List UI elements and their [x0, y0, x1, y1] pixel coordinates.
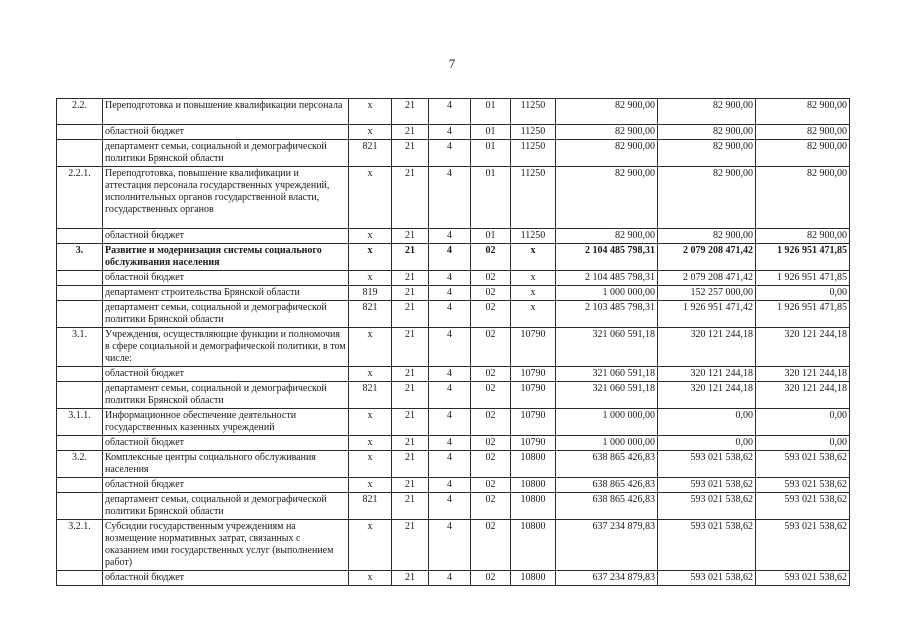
activity-code: 02	[471, 382, 511, 409]
amount-year-2: 320 121 244,18	[658, 328, 756, 367]
amount-year-3: 320 121 244,18	[756, 382, 850, 409]
table-row	[57, 271, 850, 286]
direction-code: х	[511, 271, 556, 286]
direction-code: 10800	[511, 520, 556, 571]
program-code: 21	[392, 478, 429, 493]
direction-code: 10790	[511, 328, 556, 367]
amount-year-1: 2 104 485 798,31	[556, 244, 658, 271]
admin-code: х	[349, 451, 392, 478]
amount-year-2: 82 900,00	[658, 99, 756, 125]
amount-year-1: 638 865 426,83	[556, 451, 658, 478]
table-row	[57, 229, 850, 244]
table-body	[57, 99, 850, 586]
subprogram-code: 4	[429, 140, 471, 167]
amount-year-2: 2 079 208 471,42	[658, 244, 756, 271]
row-name: областной бюджет	[103, 436, 349, 451]
table-row	[57, 478, 850, 493]
row-name: Развитие и модернизация системы социального обслуживания населения	[103, 244, 349, 271]
program-code: 21	[392, 367, 429, 382]
row-number	[57, 367, 103, 382]
row-name: Субсидии государственным учреждениям на возмещение нормативных затрат, связанных с оказанием ими государственных услуг (выполнением работ)	[103, 520, 349, 571]
direction-code: 11250	[511, 167, 556, 229]
table-row	[57, 382, 850, 409]
table-row	[57, 125, 850, 140]
admin-code: х	[349, 167, 392, 229]
admin-code: 821	[349, 382, 392, 409]
program-code: 21	[392, 140, 429, 167]
amount-year-2: 320 121 244,18	[658, 367, 756, 382]
program-code: 21	[392, 409, 429, 436]
admin-code: х	[349, 229, 392, 244]
subprogram-code: 4	[429, 478, 471, 493]
row-name: Комплексные центры социального обслуживания населения	[103, 451, 349, 478]
direction-code: 10800	[511, 571, 556, 586]
activity-code: 02	[471, 271, 511, 286]
row-number: 2.2.1.	[57, 167, 103, 229]
amount-year-1: 1 000 000,00	[556, 409, 658, 436]
activity-code: 02	[471, 451, 511, 478]
direction-code: 10790	[511, 409, 556, 436]
budget-table	[56, 98, 850, 586]
amount-year-2: 82 900,00	[658, 140, 756, 167]
row-name: Переподготовка и повышение квалификации персонала	[103, 99, 349, 125]
subprogram-code: 4	[429, 436, 471, 451]
row-number: 3.2.1.	[57, 520, 103, 571]
amount-year-1: 321 060 591,18	[556, 367, 658, 382]
subprogram-code: 4	[429, 271, 471, 286]
row-number	[57, 229, 103, 244]
amount-year-3: 82 900,00	[756, 167, 850, 229]
amount-year-2: 593 021 538,62	[658, 571, 756, 586]
table-row	[57, 451, 850, 478]
subprogram-code: 4	[429, 367, 471, 382]
amount-year-3: 82 900,00	[756, 125, 850, 140]
direction-code: 10800	[511, 451, 556, 478]
row-name: областной бюджет	[103, 125, 349, 140]
row-name: департамент семьи, социальной и демографической политики Брянской области	[103, 493, 349, 520]
activity-code: 02	[471, 286, 511, 301]
direction-code: 11250	[511, 125, 556, 140]
subprogram-code: 4	[429, 229, 471, 244]
amount-year-1: 82 900,00	[556, 167, 658, 229]
program-code: 21	[392, 436, 429, 451]
amount-year-1: 82 900,00	[556, 140, 658, 167]
admin-code: х	[349, 520, 392, 571]
amount-year-1: 1 000 000,00	[556, 436, 658, 451]
amount-year-3: 593 021 538,62	[756, 478, 850, 493]
program-code: 21	[392, 301, 429, 328]
program-code: 21	[392, 167, 429, 229]
amount-year-3: 82 900,00	[756, 229, 850, 244]
admin-code: х	[349, 436, 392, 451]
amount-year-1: 321 060 591,18	[556, 328, 658, 367]
row-name: Переподготовка, повышение квалификации и аттестация персонала государственных учреждений, исполнительных органов государственной власти, государственных органов	[103, 167, 349, 229]
subprogram-code: 4	[429, 167, 471, 229]
amount-year-3: 0,00	[756, 409, 850, 436]
subprogram-code: 4	[429, 244, 471, 271]
subprogram-code: 4	[429, 571, 471, 586]
admin-code: 821	[349, 140, 392, 167]
amount-year-2: 152 257 000,00	[658, 286, 756, 301]
amount-year-2: 593 021 538,62	[658, 493, 756, 520]
activity-code: 02	[471, 478, 511, 493]
program-code: 21	[392, 99, 429, 125]
direction-code: 11250	[511, 140, 556, 167]
row-number	[57, 286, 103, 301]
admin-code: х	[349, 99, 392, 125]
row-number: 3.1.1.	[57, 409, 103, 436]
amount-year-3: 1 926 951 471,85	[756, 271, 850, 286]
subprogram-code: 4	[429, 382, 471, 409]
table-row	[57, 409, 850, 436]
row-name: областной бюджет	[103, 367, 349, 382]
amount-year-1: 637 234 879,83	[556, 520, 658, 571]
amount-year-1: 2 103 485 798,31	[556, 301, 658, 328]
amount-year-1: 637 234 879,83	[556, 571, 658, 586]
row-number	[57, 493, 103, 520]
amount-year-1: 2 104 485 798,31	[556, 271, 658, 286]
row-number: 3.1.	[57, 328, 103, 367]
direction-code: 10790	[511, 382, 556, 409]
row-number	[57, 478, 103, 493]
program-code: 21	[392, 271, 429, 286]
activity-code: 01	[471, 99, 511, 125]
row-name: департамент семьи, социальной и демографической политики Брянской области	[103, 382, 349, 409]
activity-code: 02	[471, 571, 511, 586]
amount-year-3: 593 021 538,62	[756, 571, 850, 586]
row-name: департамент строительства Брянской области	[103, 286, 349, 301]
direction-code: х	[511, 286, 556, 301]
table-row	[57, 167, 850, 229]
program-code: 21	[392, 125, 429, 140]
amount-year-3: 593 021 538,62	[756, 520, 850, 571]
direction-code: 10800	[511, 478, 556, 493]
admin-code: х	[349, 328, 392, 367]
row-name: департамент семьи, социальной и демографической политики Брянской области	[103, 140, 349, 167]
subprogram-code: 4	[429, 520, 471, 571]
activity-code: 01	[471, 140, 511, 167]
table-row	[57, 140, 850, 167]
amount-year-3: 82 900,00	[756, 99, 850, 125]
amount-year-3: 320 121 244,18	[756, 367, 850, 382]
admin-code: х	[349, 409, 392, 436]
admin-code: х	[349, 478, 392, 493]
table-row	[57, 328, 850, 367]
activity-code: 02	[471, 436, 511, 451]
program-code: 21	[392, 286, 429, 301]
direction-code: 11250	[511, 99, 556, 125]
direction-code: х	[511, 244, 556, 271]
amount-year-1: 1 000 000,00	[556, 286, 658, 301]
amount-year-1: 82 900,00	[556, 229, 658, 244]
activity-code: 01	[471, 125, 511, 140]
activity-code: 02	[471, 409, 511, 436]
activity-code: 02	[471, 520, 511, 571]
program-code: 21	[392, 229, 429, 244]
direction-code: 10800	[511, 493, 556, 520]
row-name: Информационное обеспечение деятельности государственных казенных учреждений	[103, 409, 349, 436]
program-code: 21	[392, 451, 429, 478]
amount-year-2: 82 900,00	[658, 229, 756, 244]
table-row	[57, 571, 850, 586]
activity-code: 02	[471, 367, 511, 382]
row-name: Учреждения, осуществляющие функции и полномочия в сфере социальной и демографической политики, в том числе:	[103, 328, 349, 367]
row-number	[57, 436, 103, 451]
page-number: 7	[448, 56, 456, 71]
row-number	[57, 301, 103, 328]
row-number	[57, 125, 103, 140]
subprogram-code: 4	[429, 301, 471, 328]
table-row	[57, 99, 850, 125]
subprogram-code: 4	[429, 328, 471, 367]
table-row	[57, 436, 850, 451]
amount-year-2: 1 926 951 471,42	[658, 301, 756, 328]
amount-year-2: 320 121 244,18	[658, 382, 756, 409]
table-row	[57, 301, 850, 328]
amount-year-1: 638 865 426,83	[556, 493, 658, 520]
amount-year-3: 593 021 538,62	[756, 451, 850, 478]
amount-year-2: 2 079 208 471,42	[658, 271, 756, 286]
admin-code: х	[349, 244, 392, 271]
row-number: 3.2.	[57, 451, 103, 478]
table-row	[57, 520, 850, 571]
row-name: областной бюджет	[103, 571, 349, 586]
amount-year-2: 82 900,00	[658, 125, 756, 140]
amount-year-2: 0,00	[658, 436, 756, 451]
table-row	[57, 367, 850, 382]
table-row	[57, 244, 850, 271]
table-row	[57, 493, 850, 520]
row-name: областной бюджет	[103, 229, 349, 244]
program-code: 21	[392, 382, 429, 409]
amount-year-1: 82 900,00	[556, 125, 658, 140]
activity-code: 02	[471, 493, 511, 520]
amount-year-3: 593 021 538,62	[756, 493, 850, 520]
admin-code: х	[349, 367, 392, 382]
row-name: областной бюджет	[103, 271, 349, 286]
admin-code: 819	[349, 286, 392, 301]
amount-year-2: 0,00	[658, 409, 756, 436]
direction-code: 11250	[511, 229, 556, 244]
activity-code: 01	[471, 229, 511, 244]
row-number	[57, 271, 103, 286]
subprogram-code: 4	[429, 493, 471, 520]
amount-year-1: 638 865 426,83	[556, 478, 658, 493]
program-code: 21	[392, 493, 429, 520]
row-number	[57, 382, 103, 409]
amount-year-3: 1 926 951 471,85	[756, 244, 850, 271]
row-name: департамент семьи, социальной и демографической политики Брянской области	[103, 301, 349, 328]
direction-code: 10790	[511, 367, 556, 382]
amount-year-2: 82 900,00	[658, 167, 756, 229]
subprogram-code: 4	[429, 451, 471, 478]
subprogram-code: 4	[429, 409, 471, 436]
program-code: 21	[392, 244, 429, 271]
row-number: 2.2.	[57, 99, 103, 125]
amount-year-2: 593 021 538,62	[658, 478, 756, 493]
admin-code: х	[349, 571, 392, 586]
amount-year-2: 593 021 538,62	[658, 451, 756, 478]
subprogram-code: 4	[429, 99, 471, 125]
program-code: 21	[392, 520, 429, 571]
subprogram-code: 4	[429, 286, 471, 301]
amount-year-3: 320 121 244,18	[756, 328, 850, 367]
amount-year-3: 0,00	[756, 286, 850, 301]
admin-code: 821	[349, 301, 392, 328]
amount-year-1: 82 900,00	[556, 99, 658, 125]
admin-code: х	[349, 125, 392, 140]
activity-code: 01	[471, 167, 511, 229]
activity-code: 02	[471, 328, 511, 367]
amount-year-3: 1 926 951 471,85	[756, 301, 850, 328]
program-code: 21	[392, 571, 429, 586]
row-number	[57, 571, 103, 586]
direction-code: 10790	[511, 436, 556, 451]
amount-year-3: 82 900,00	[756, 140, 850, 167]
program-code: 21	[392, 328, 429, 367]
row-number: 3.	[57, 244, 103, 271]
amount-year-1: 321 060 591,18	[556, 382, 658, 409]
activity-code: 02	[471, 244, 511, 271]
admin-code: 821	[349, 493, 392, 520]
admin-code: х	[349, 271, 392, 286]
amount-year-3: 0,00	[756, 436, 850, 451]
direction-code: х	[511, 301, 556, 328]
row-number	[57, 140, 103, 167]
subprogram-code: 4	[429, 125, 471, 140]
row-name: областной бюджет	[103, 478, 349, 493]
activity-code: 02	[471, 301, 511, 328]
table-row	[57, 286, 850, 301]
amount-year-2: 593 021 538,62	[658, 520, 756, 571]
